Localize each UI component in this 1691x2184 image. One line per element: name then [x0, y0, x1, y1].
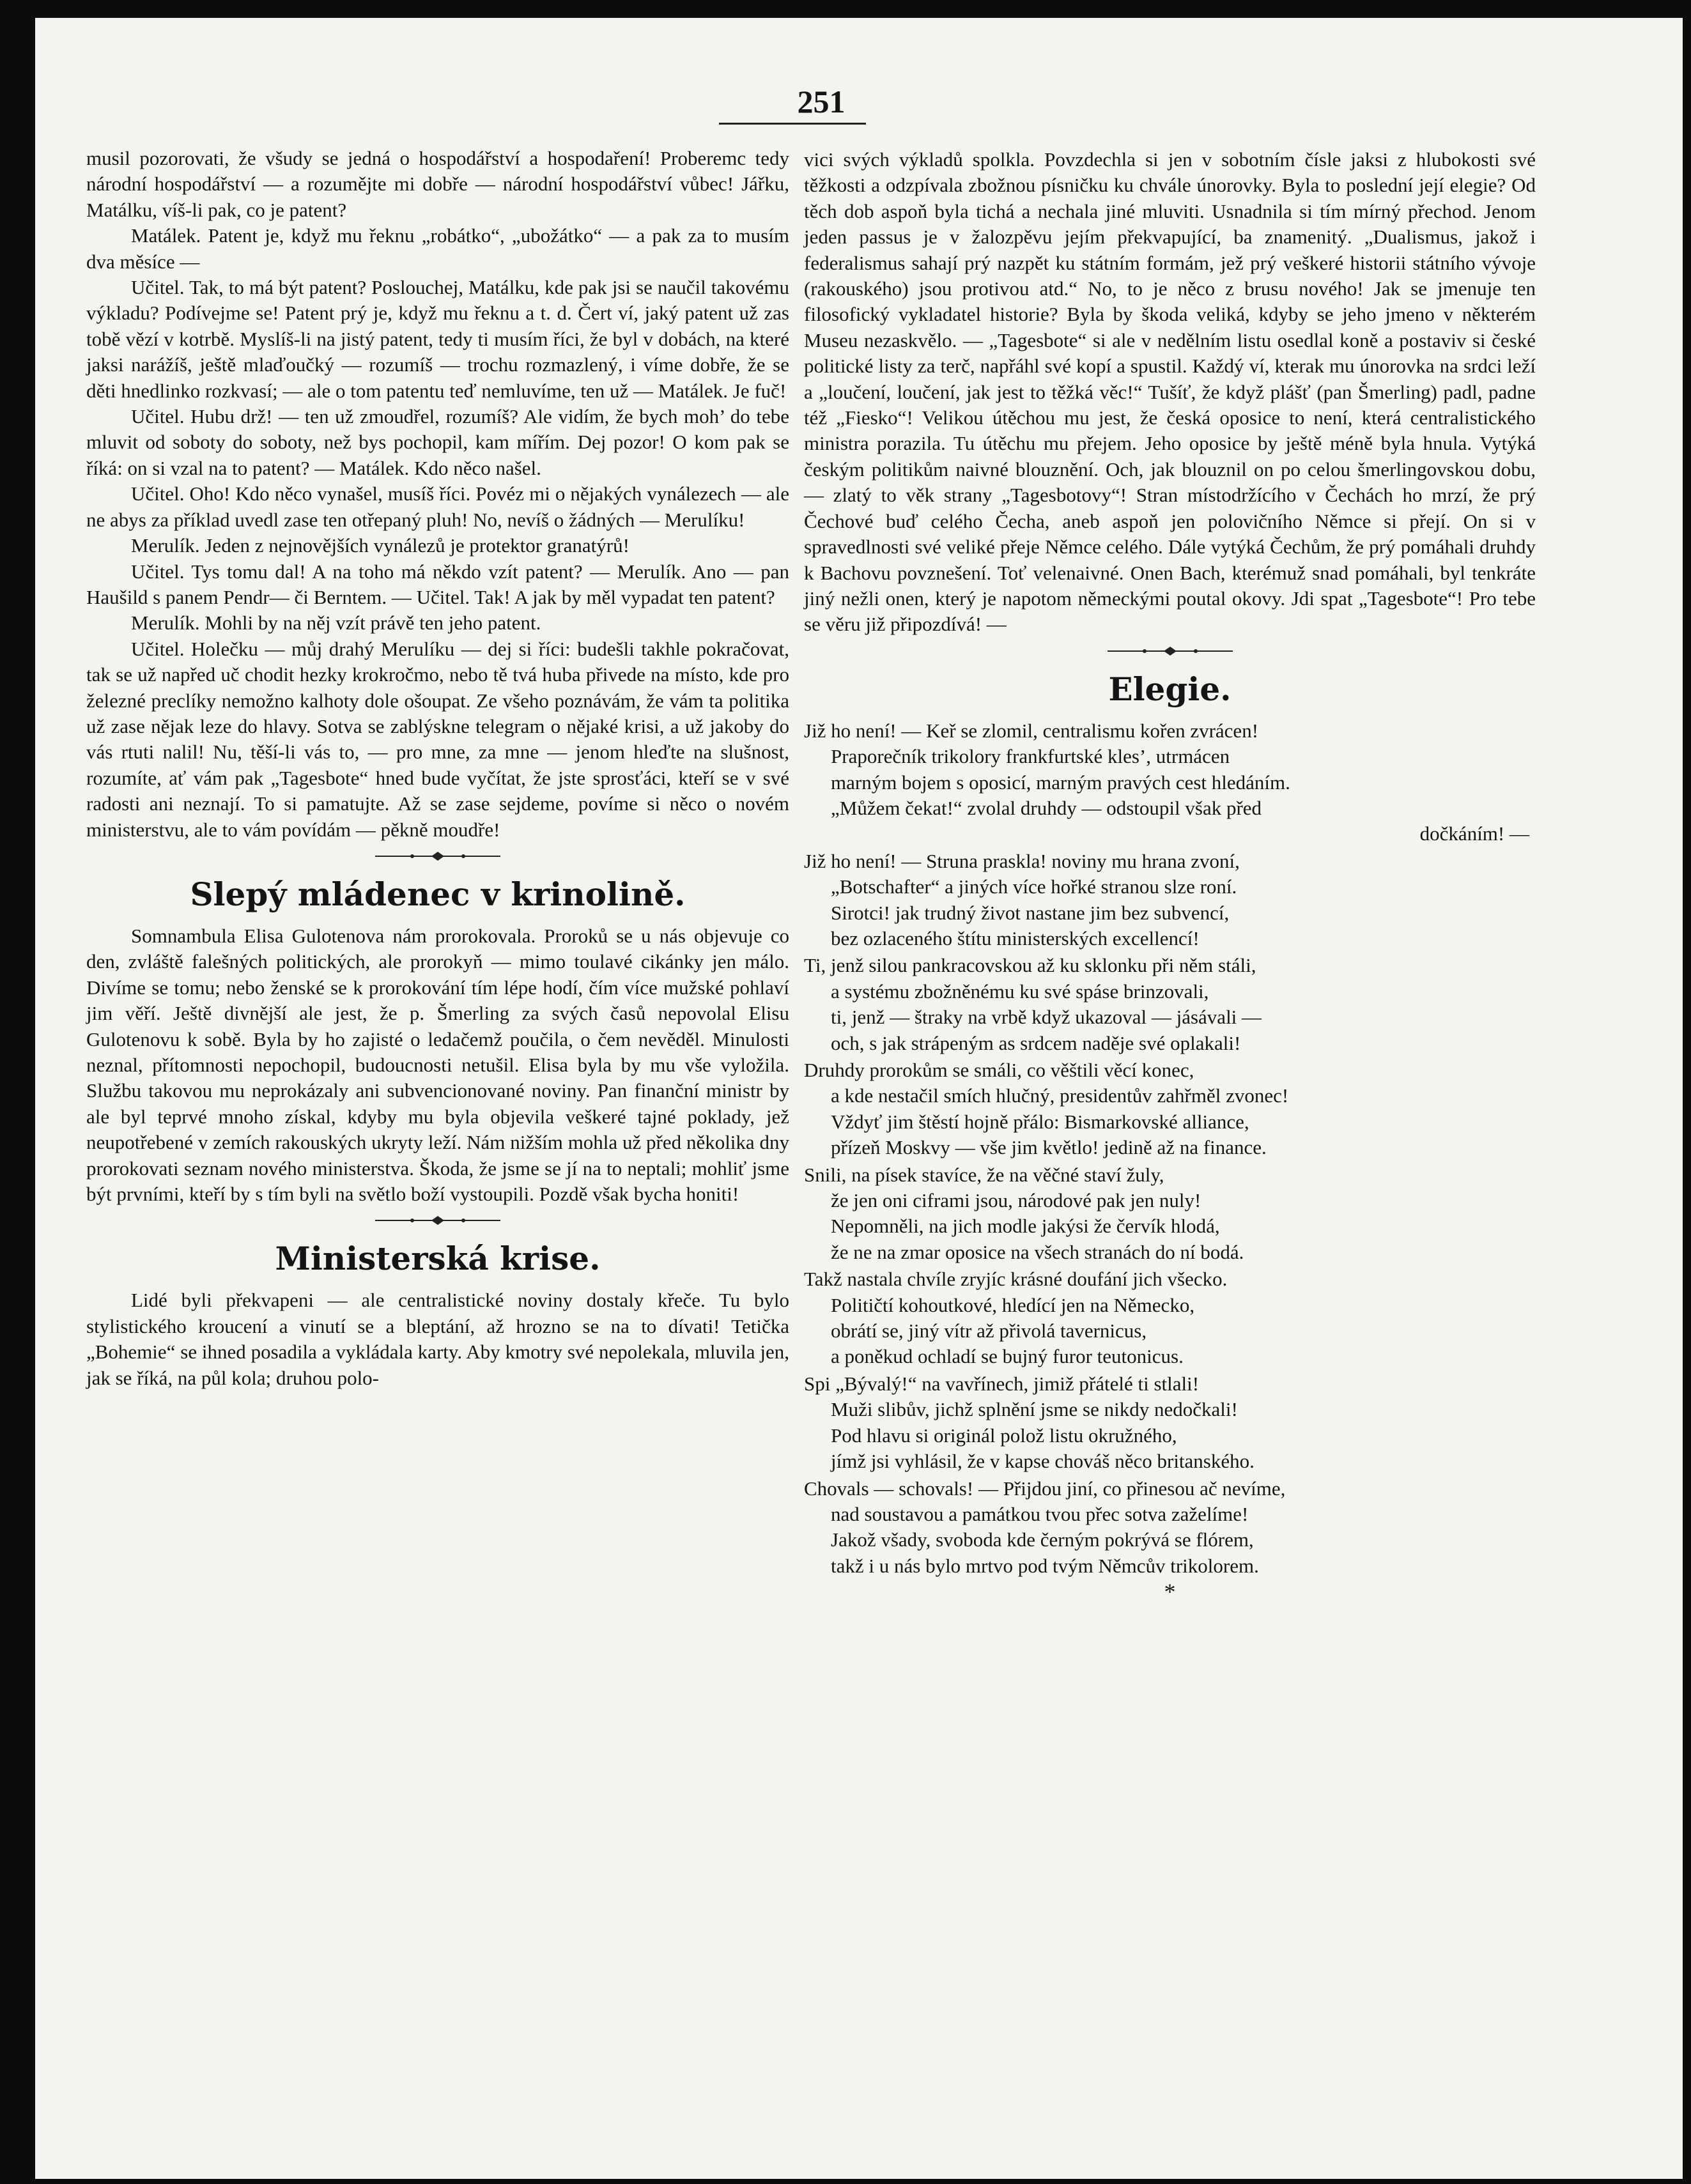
article-title-ministerska-krise: Ministerská krise.	[275, 1240, 601, 1278]
section-divider-1	[86, 845, 789, 867]
poem-stanza	[804, 1371, 1536, 1475]
poem-line: že jen oni ciframi jsou, národové pak jen nuly!	[831, 1189, 1201, 1212]
poem-line: och, s jak strápeným as srdcem naděje své oplakali!	[831, 1031, 1241, 1054]
poem-line: Muži slibův, jichž splnění jsme se nikdy nedočkali!	[831, 1398, 1238, 1421]
end-mark: *	[1164, 1579, 1176, 1605]
poem-line: dočkáním! —	[1419, 822, 1529, 845]
poem-line: Ti, jenž silou pankracovskou až ku sklonku při něm stáli,	[804, 954, 1256, 977]
article-body-slepy-mladenec: Somnambula Elisa Gulotenova nám prorokovala. Proroků se u nás objevuje co den, zvláště falešných politických, ale prorokyň — mimo toulavé cikánky jen málo. Divíme se tomu; nebo ženské se k prorokování tím lépe hodí, čím více mužské pohlaví jim věří. Ještě divnější ale jest, že p. Šmerling za svých časů nepovolal Elisu Gulotenovu k sobě. Byla by ho zajisté o ledačemž poučila, o čem nevěděl. Minulosti neznal, přítomnosti nepochopil, budoucnosti netušil. Elisa byla by mu vše vyložila. Službu takovou mu neprokázaly ani subvencionované noviny. Pan finanční ministr by ale byl teprvé mnoho získal, kdyby mu byla objevila veškeré tajné poklady, jež neupotřebené v zemích rakouských ukryty leží. Nám nižším mohla už před několika dny prorokovati seznam nového ministerstva. Škoda, že jsme se jí na to neptali; mohliť jsme být prvními, kteří by s tím byli na světlo boží vystoupili. Pozdě však bycha honiti!	[86, 924, 789, 1206]
dialogue-paragraph-6: Merulík. Jeden z nejnovějších vynálezů je protektor granatýrů!	[131, 534, 629, 557]
poem-line: a kde nestačil smích hlučný, presidentův zahřměl zvonec!	[831, 1084, 1289, 1107]
poem-line: obrátí se, jiný vítr až přivolá tavernicus,	[831, 1319, 1147, 1342]
right-column	[804, 147, 1536, 1603]
poem-line: ti, jenž — štraky na vrbě když ukazoval — jásávali —	[831, 1006, 1262, 1029]
poem-stanza	[804, 849, 1536, 952]
poem-line: Vždyť jim štěstí hojně přálo: Bismarkovské alliance,	[831, 1110, 1249, 1133]
poem-line: Političtí kohoutkové, hledící jen na Německo,	[831, 1293, 1195, 1316]
left-column	[86, 146, 789, 1391]
poem-line: „Botschafter“ a jiných více hořké stranou slze roní.	[831, 875, 1237, 898]
dialogue-paragraph-7: Učitel. Tys tomu dal! A na toho má někdo vzít patent? — Merulík. Ano — pan Haušild s panem Pendr— či Berntem. — Učitel. Tak! A jak by měl vypadat ten patent?	[86, 560, 789, 608]
dialogue-paragraph-2: Matálek. Patent je, když mu řeknu „robátko“, „ubožátko“ — a pak za to musím dva měsíce —	[86, 224, 789, 273]
section-divider-3	[804, 640, 1536, 662]
article-body-ministerska-krise: Lidé byli překvapeni — ale centralistické noviny dostaly křeče. Tu bylo stylistického kroucení a vinutí se a bleptání, až hrozno se na to dívati! Tetička „Bohemie“ se ihned posadila a vykládala karty. Aby kmotry své nepolekala, mluvila jen, jak se říká, na půl kola; druhou polo-	[86, 1289, 789, 1389]
poem-stanza	[804, 1476, 1536, 1580]
page-number-rule	[719, 123, 866, 125]
poem-line: Sirotci! jak trudný život nastane jim bez subvencí,	[831, 901, 1230, 924]
poem-line: Snili, na písek stavíce, že na věčné staví žuly,	[804, 1163, 1164, 1186]
poem-line: takž i u nás bylo mrtvo pod tvým Němcův trikolorem.	[831, 1554, 1259, 1577]
poem-line: Spi „Bývalý!“ na vavřínech, jimiž přátelé ti stlali!	[804, 1372, 1200, 1395]
poem-line: Takž nastala chvíle zryjíc krásné doufání jich všecko.	[804, 1268, 1228, 1291]
poem-title-elegie: Elegie.	[1108, 670, 1232, 708]
dialogue-paragraph-3: Učitel. Tak, to má být patent? Poslouchej, Matálku, kde pak jsi se naučil takovému výkladu? Podívejme se! Patent prý je, když mu řeknu a t. d. Čert ví, jaký patent už zas tobě vězí v kotrbě. Myslíš-li na jistý patent, tedy ti musím říci, že byl v dobách, na které jaksi narážíš, ještě mlaďoučký — rozumíš — trochu rozmazlený, i víme dobře, že se děti hnedlinko rozkvasí; — ale o tom patentu teď nemluvíme, ten už — Matálek. Je fuč!	[86, 276, 789, 402]
dialogue-paragraph-4: Učitel. Hubu drž! — ten už zmoudřel, rozumíš? Ale vidím, že bych moh’ do tebe mluvit od soboty do soboty, než bys pochopil, kam mířím. Dej pozor! O kom pak se říká: on si vzal na to patent? — Matálek. Kdo něco našel.	[86, 405, 789, 479]
poem-line: a systému zbožněnému ku své spáse brinzovali,	[831, 980, 1209, 1003]
poem-stanza	[804, 718, 1536, 847]
poem-line: marným bojem s oposicí, marným pravých cest hledáním.	[831, 771, 1290, 794]
article-title-slepy-mladenec: Slepý mládenec v krinolině.	[190, 875, 686, 913]
poem-line: Již ho není! — Keř se zlomil, centralismu kořen zvrácen!	[804, 719, 1259, 742]
poem-line: bez ozlaceného štítu ministerských excellencí!	[831, 927, 1200, 950]
poem-stanza	[804, 953, 1536, 1056]
article-body-ministerska-krise-continued: vici svých výkladů spolkla. Povzdechla si jen v sobotním čísle jaksi z hlubokosti své těžkosti a odzpívala zbožnou písničku ku chvále únorovky. Byla to poslední její elegie? Od těch dob aspoň byla tichá a nechala jiné mluviti. Usnadnila si tím mírný přechod. Jenom jeden passus je v žalozpěvu jejím překvapující, ba znamenitý. „Dualismus, jakož i federalismus sahají prý nazpět ku státním formám, jež prý veškeré historii státního vývoje (rakouského) jsou protivou atd.“ No, to je něco z brusu nového! Jak se jmenuje ten filosofický vykladatel historie? Byla by škoda veliká, kdyby se jeho jmeno v některém Museu nezaskvělo. — „Tagesbote“ si ale v nedělním listu osedlal koně a postaviv si české politické listy za terč, napřáhl své kopí a spustil. Každý ví, kterak mu únorovka na srdci leží a „loučení, loučení, jak jest to těžká věc!“ Tušíť, že když plášť (pan Šmerling) padl, padne též „Fiesko“! Velikou útěchou mu jest, že česká oposice to není, která centralistického ministra porazila. Tu útěchu mu přejem. Jeho oposice by ještě méně byla hnula. Vytýká českým politikům naivné blouznění. Och, jak blouznil on po celou šmerlingovskou dobu, — zlatý to věk strany „Tagesbotovy“! Stran místodržícího v Čechách ho mrzí, že prý Čechové buď celého Čecha, aneb aspoň jen polovičního Němce si přejí. On si v spravedlnosti své veliké přeje Němce celého. Dále vytýká Čechům, že prý pomáhali druhdy k Bachovu povznešení. Toť velenaivné. Onen Bach, kterémuž snad pomáhali, byl tenkráte jiný nežli onen, který je napotom německými poutal okovy. Jdi spat „Tagesbote“! Pro tebe se věru již připozdívá! —	[804, 148, 1536, 636]
poem-line: že ne na zmar oposice na všech stranách do ní bodá.	[831, 1240, 1244, 1263]
dialogue-paragraph-5: Učitel. Oho! Kdo něco vynašel, musíš říci. Povéz mi o nějakých vynálezech — ale ne abys za příklad uvedl zase ten otřepaný pluh! No, nevíš o žádných — Merulíku!	[86, 482, 789, 531]
ornament-divider-icon	[1106, 645, 1234, 658]
poem-stanza	[804, 1057, 1536, 1161]
ornament-divider-icon	[374, 850, 502, 863]
poem-line: nad soustavou a památkou tvou přec sotva zaželíme!	[831, 1502, 1249, 1525]
poem-line: jímž jsi vyhlásil, že v kapse chováš něco britanského.	[831, 1450, 1255, 1473]
poem-stanza	[804, 1162, 1536, 1266]
poem-line: Chovals — schovals! — Přijdou jiní, co přinesou ač nevíme,	[804, 1477, 1286, 1500]
poem-line: a poněkud ochladí se bujný furor teutonicus.	[831, 1345, 1184, 1368]
dialogue-paragraph-8: Merulík. Mohli by na něj vzít právě ten jeho patent.	[131, 611, 541, 634]
ornament-divider-icon	[374, 1214, 502, 1227]
poem-line: Praporečník trikolory frankfurtské kles’, utrmácen	[831, 745, 1230, 768]
poem-line: Pod hlavu si originál polož listu okružného,	[831, 1424, 1177, 1447]
section-divider-2	[86, 1210, 789, 1231]
dialogue-paragraph-1: musil pozorovati, že všudy se jedná o hospodářství a hospodaření! Proberemc tedy národní hospodářství — a rozumějte mi dobře — národní hospodářství vůbec! Jářku, Matálku, víš-li pak, co je patent?	[86, 147, 789, 221]
poem-line: Druhdy prorokům se smáli, co věštili věcí konec,	[804, 1059, 1194, 1081]
poem-line: přízeň Moskvy — vše jim květlo! jedině až na finance.	[831, 1136, 1267, 1159]
poem-line: Nepomněli, na jich modle jakýsi že červík hlodá,	[831, 1215, 1220, 1238]
poem-line: Jakož všady, svoboda kde černým pokrývá se flórem,	[831, 1528, 1254, 1551]
poem	[804, 718, 1536, 1603]
page-number: 251	[797, 84, 845, 119]
dialogue-paragraph-9: Učitel. Holečku — můj drahý Merulíku — dej si říci: budešli takhle pokračovat, tak se už napřed uč chodit hezky krokročmo, nebo tě tvá huba přivede na místo, kde pro železné preclíky nemožno kalhoty dole ošoupat. Ze všeho poznávám, že vám ta politika už zase nějak leze do hlavy. Sotva se zablýskne telegram o nějaké krisi, a už jakoby do vás rtuti nalil! Nu, těší-li vás to, — pro mne, za mne — jenom hleďte na slušnost, rozumíte, ať vám pak „Tagesbote“ hned bude vyčítat, že jste sprosťáci, kteří se v své radosti ani neznají. To si pamatujte. Až se zase sejdeme, povíme si něco o novém ministerstvu, ale to vám povídám — pěkně moudře!	[86, 637, 789, 841]
poem-line: „Můžem čekat!“ zvolal druhdy — odstoupil však před	[831, 796, 1262, 819]
poem-stanza	[804, 1266, 1536, 1370]
poem-line: Již ho není! — Struna praskla! noviny mu hrana zvoní,	[804, 849, 1240, 872]
